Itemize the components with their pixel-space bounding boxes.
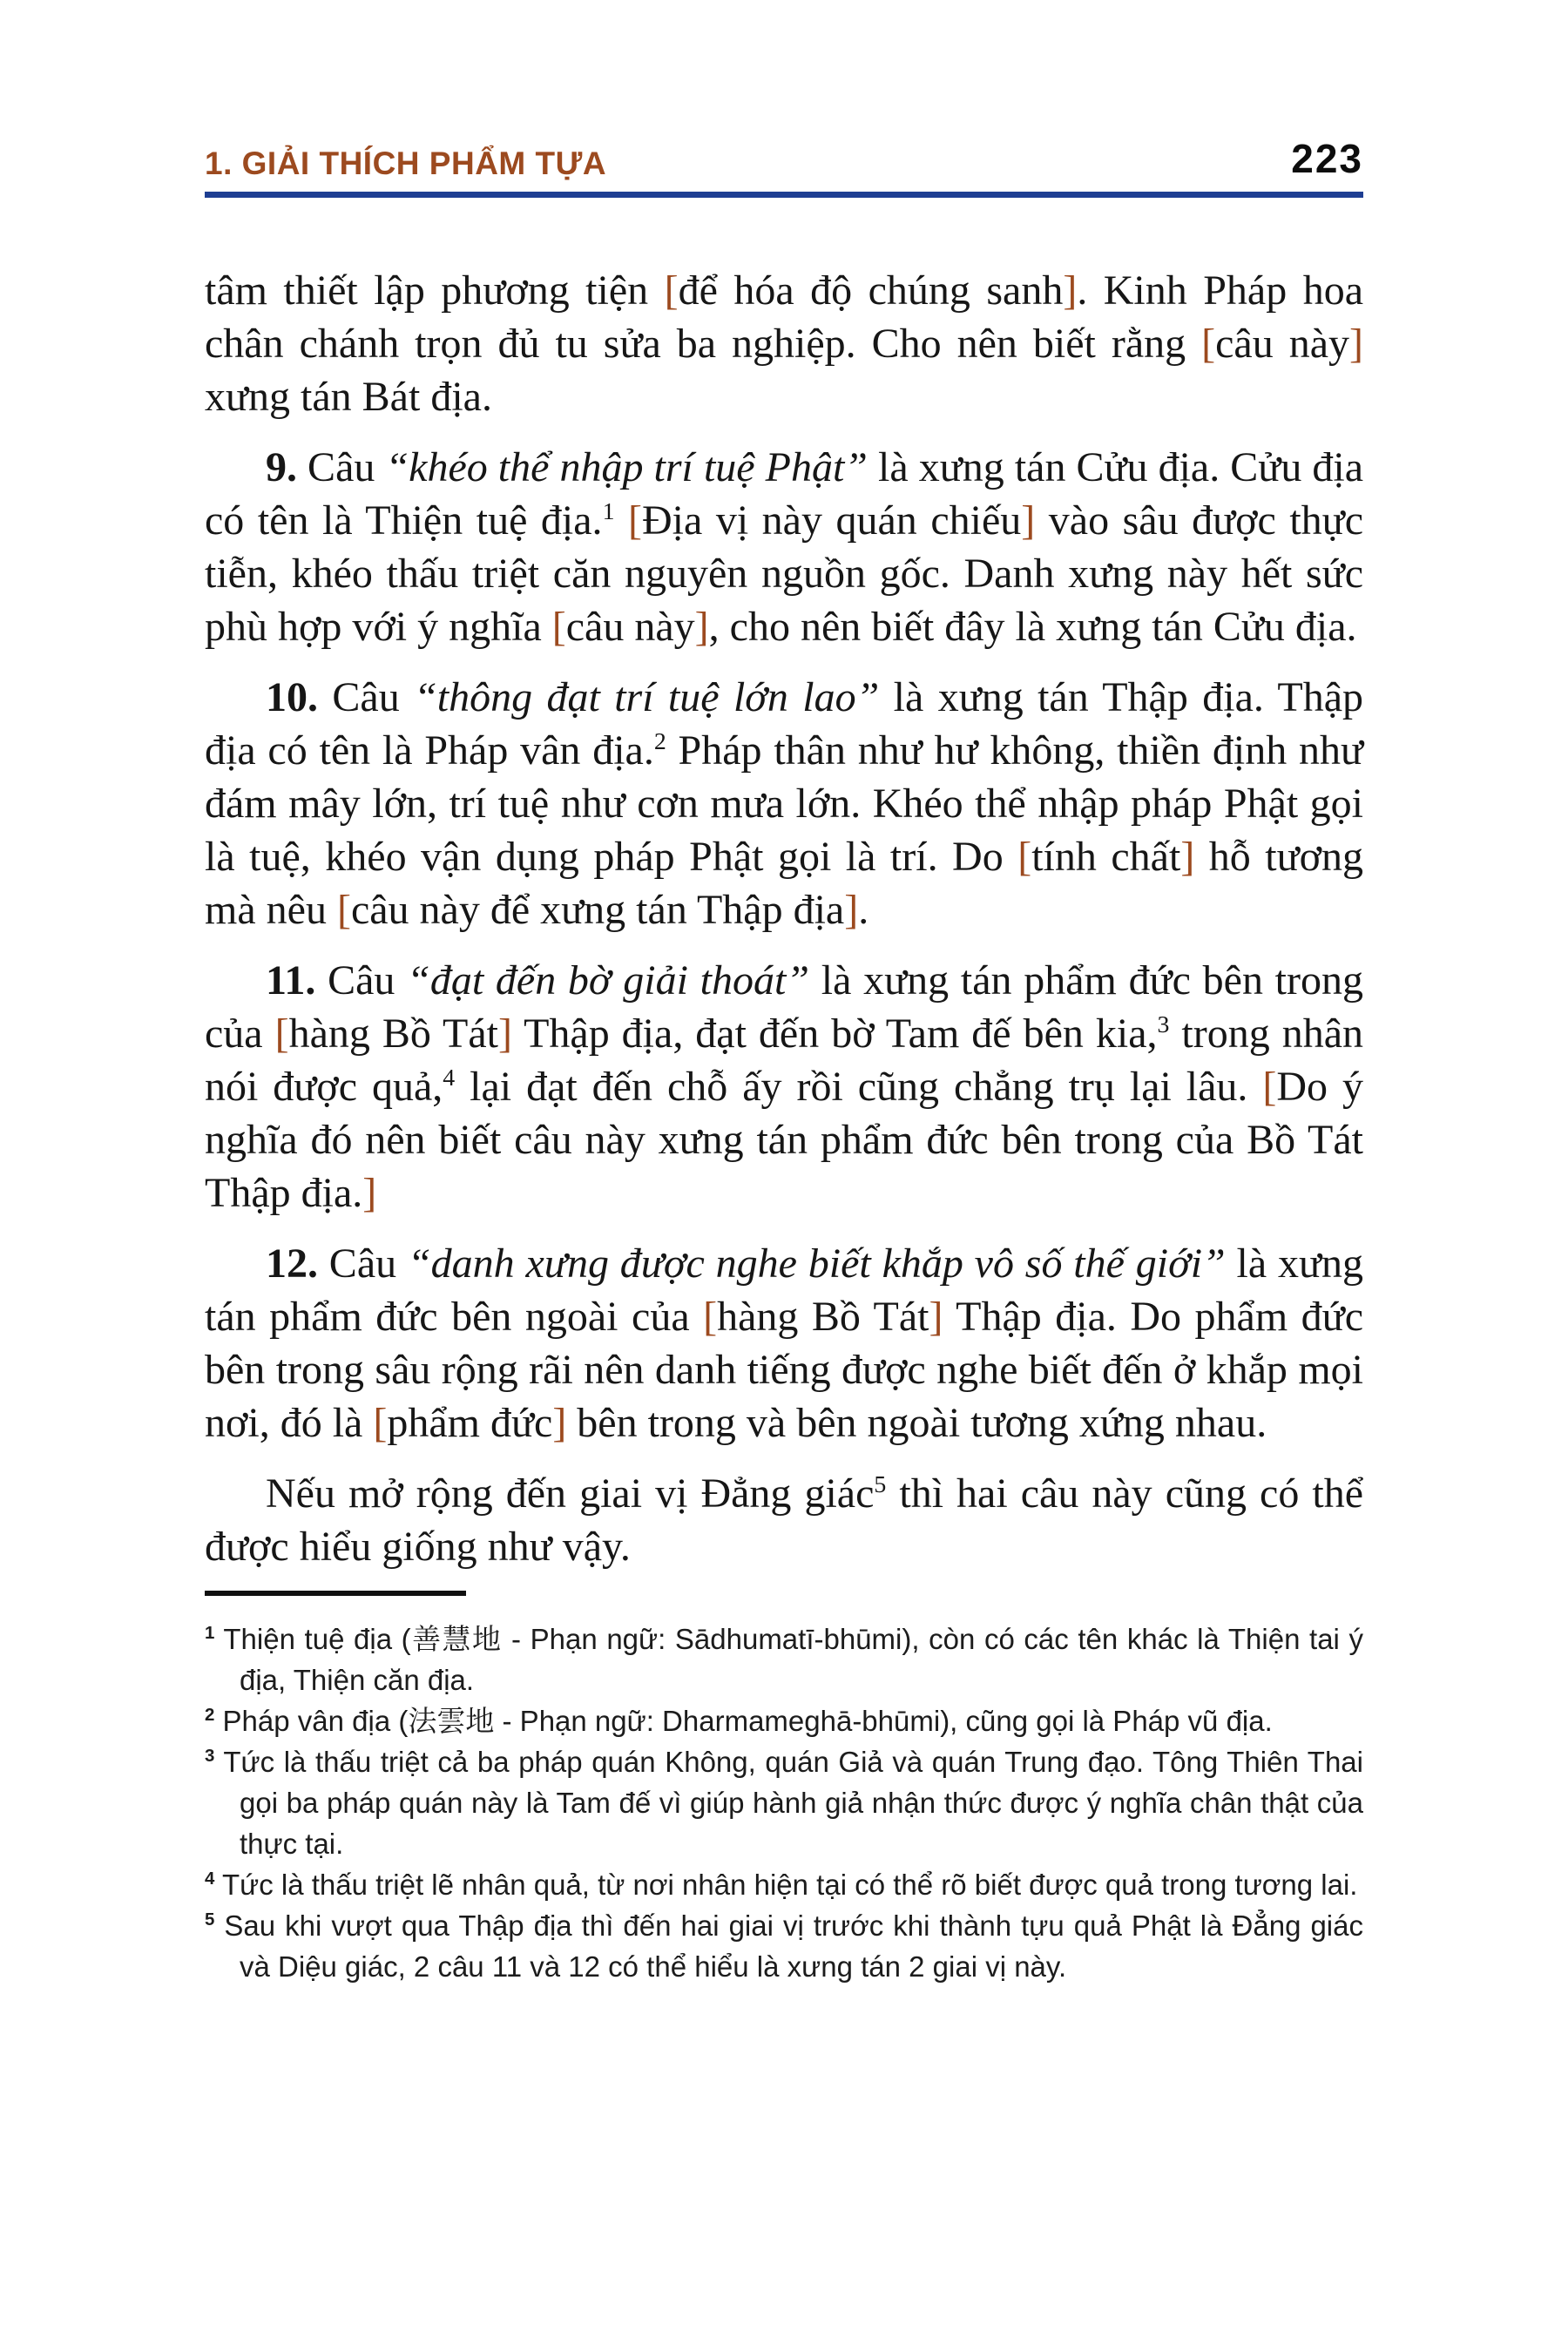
text-segment: “thông đạt trí tuệ lớn lao” (414, 674, 880, 720)
text-segment: Câu (318, 674, 415, 720)
footnote (205, 1864, 1363, 1905)
editorial-bracket: ] (694, 604, 709, 650)
footnote-text: Tức là thấu triệt lẽ nhân quả, từ nơi nhân hiện tại có thể rõ biết được quả trong tương lai. (214, 1869, 1358, 1901)
text-segment: Câu (318, 1240, 408, 1287)
text-segment: là xưng tán Cửu địa. Cửu địa có tên là Thiện tuệ địa. (205, 444, 1364, 544)
footnote-number: 3 (205, 1746, 215, 1766)
text-segment: là xưng tán phẩm đức bên trong của (205, 957, 1364, 1057)
text-segment: bên trong và bên ngoài tương xứng nhau. (566, 1400, 1267, 1446)
text-segment: . (858, 887, 869, 933)
text-segment: để hóa độ chúng sanh (678, 267, 1064, 314)
footnote-ref: 5 (874, 1471, 887, 1498)
footnote (205, 1700, 1363, 1741)
editorial-bracket: ] (552, 1400, 567, 1446)
paragraph (205, 264, 1363, 423)
footnote-text: Sau khi vượt qua Thập địa thì đến hai giai vị trước khi thành tựu quả Phật là Đẳng giác và Diệu giác, 2 câu 11 và 12 có thể hiểu là xưng tán 2 giai vị này. (214, 1909, 1363, 1983)
editorial-bracket: [ (628, 497, 642, 544)
text-segment: 11. (266, 957, 316, 1004)
editorial-bracket: [ (373, 1400, 388, 1446)
text-segment: Do ý nghĩa đó nên biết câu này xưng tán phẩm đức bên trong của Bồ Tát Thập địa. (205, 1064, 1363, 1216)
text-segment: Nếu mở rộng đến giai vị Đẳng giác (266, 1470, 875, 1517)
editorial-bracket: [ (274, 1010, 289, 1057)
footnote-ref: 2 (653, 728, 666, 755)
footnotes-list (205, 1619, 1363, 1987)
text-segment: . Kinh Pháp hoa chân chánh trọn đủ tu sửa ba nghiệp. Cho nên biết rằng (205, 267, 1363, 367)
footnote-number: 4 (205, 1869, 215, 1889)
text-segment: , cho nên biết đây là xưng tán Cửu địa. (708, 604, 1357, 650)
text-segment: Câu (297, 444, 386, 490)
editorial-bracket: ] (497, 1010, 512, 1057)
editorial-bracket: ] (844, 887, 859, 933)
text-segment: hàng Bồ Tát (288, 1010, 498, 1057)
footnote-text: Pháp vân địa (法雲地 - Phạn ngữ: Dharmameghā-bhūmi), cũng gọi là Pháp vũ địa. (214, 1705, 1273, 1737)
footnote-ref: 1 (602, 498, 615, 525)
footnote (205, 1741, 1363, 1864)
footnote-number: 5 (205, 1909, 215, 1930)
text-segment: 12. (266, 1240, 318, 1287)
text-segment: câu này (565, 604, 695, 650)
editorial-bracket: [ (1262, 1064, 1277, 1110)
text-segment: xưng tán Bát địa. (205, 374, 492, 420)
editorial-bracket: ] (1180, 834, 1195, 880)
text-segment: Câu (315, 957, 408, 1004)
editorial-bracket: [ (336, 887, 351, 933)
text-segment: thì hai câu này cũng có thể được hiểu giống như vậy. (205, 1470, 1364, 1570)
paragraph (205, 671, 1363, 936)
text-segment: 9. (266, 444, 297, 490)
editorial-bracket: ] (362, 1170, 377, 1216)
editorial-bracket: [ (551, 604, 566, 650)
body-text (205, 264, 1363, 1573)
editorial-bracket: [ (703, 1294, 718, 1340)
editorial-bracket: [ (664, 267, 679, 314)
paragraph (205, 1237, 1363, 1450)
text-segment: trong nhân nói được quả, (205, 1010, 1364, 1110)
text-segment: phẩm đức (387, 1400, 553, 1446)
editorial-bracket: ] (1349, 321, 1364, 367)
section-title: 1. GIẢI THÍCH PHẨM TỰA (205, 145, 607, 181)
footnote-separator (205, 1591, 466, 1596)
text-segment: câu này để xưng tán Thập địa (350, 887, 845, 933)
text-segment: 10. (266, 674, 318, 720)
header-rule-divider (205, 192, 1363, 198)
paragraph (205, 1467, 1363, 1573)
text-segment: lại đạt đến chỗ ấy rồi cũng chẳng trụ lại lâu. (455, 1064, 1263, 1110)
text-segment: “khéo thể nhập trí tuệ Phật” (385, 444, 868, 490)
text-segment: là xưng tán Thập địa. Thập địa có tên là Pháp vân địa. (205, 674, 1363, 774)
text-segment: “đạt đến bờ giải thoát” (407, 957, 810, 1004)
editorial-bracket: [ (1017, 834, 1032, 880)
text-segment: Địa vị này quán chiếu (642, 497, 1022, 544)
text-segment: Thập địa. Do phẩm đức bên trong sâu rộng rãi nên danh tiếng được nghe biết đến ở khắp mọi nơi, đó là (205, 1294, 1363, 1446)
text-segment: vào sâu được thực tiễn, khéo thấu triệt căn nguyên nguồn gốc. Danh xưng này hết sức phù hợp với ý nghĩa (205, 497, 1363, 650)
text-segment: Pháp thân như hư không, thiền định như đám mây lớn, trí tuệ như cơn mưa lớn. Khéo thể nhập pháp Phật gọi là tuệ, khéo vận dụng pháp Phật gọi là trí. Do (205, 727, 1364, 880)
text-segment (614, 497, 628, 544)
footnote-text: Thiện tuệ địa (善慧地 - Phạn ngữ: Sādhumatī-bhūmi), còn có các tên khác là Thiện tai ý địa, Thiện căn địa. (214, 1623, 1363, 1696)
text-segment: “danh xưng được nghe biết khắp vô số thế giới” (407, 1240, 1226, 1287)
footnote-number: 2 (205, 1705, 215, 1725)
text-segment: Thập địa, đạt đến bờ Tam đế bên kia, (511, 1010, 1158, 1057)
text-segment: là xưng tán phẩm đức bên ngoài của (205, 1240, 1364, 1340)
footnote (205, 1905, 1363, 1987)
editorial-bracket: ] (1021, 497, 1036, 544)
footnote-ref: 3 (1157, 1011, 1170, 1038)
paragraph (205, 954, 1363, 1220)
editorial-bracket: [ (1201, 321, 1216, 367)
running-header (205, 135, 1363, 182)
text-segment: hàng Bồ Tát (717, 1294, 929, 1340)
footnote-text: Tức là thấu triệt cả ba pháp quán Không, quán Giả và quán Trung đạo. Tông Thiên Thai gọi ba pháp quán này là Tam đế vì giúp hành giả nhận thức được ý nghĩa chân thật của thực tại. (214, 1746, 1363, 1860)
editorial-bracket: ] (929, 1294, 943, 1340)
text-segment: hỗ tương mà nêu (205, 834, 1364, 933)
footnote-ref: 4 (443, 1064, 456, 1092)
footnote-number: 1 (205, 1623, 215, 1643)
editorial-bracket: ] (1063, 267, 1078, 314)
text-segment: tính chất (1031, 834, 1181, 880)
text-segment: tâm thiết lập phương tiện (205, 267, 665, 314)
footnote (205, 1619, 1363, 1700)
paragraph (205, 441, 1363, 653)
text-segment: câu này (1215, 321, 1350, 367)
page-number: 223 (1291, 136, 1363, 181)
